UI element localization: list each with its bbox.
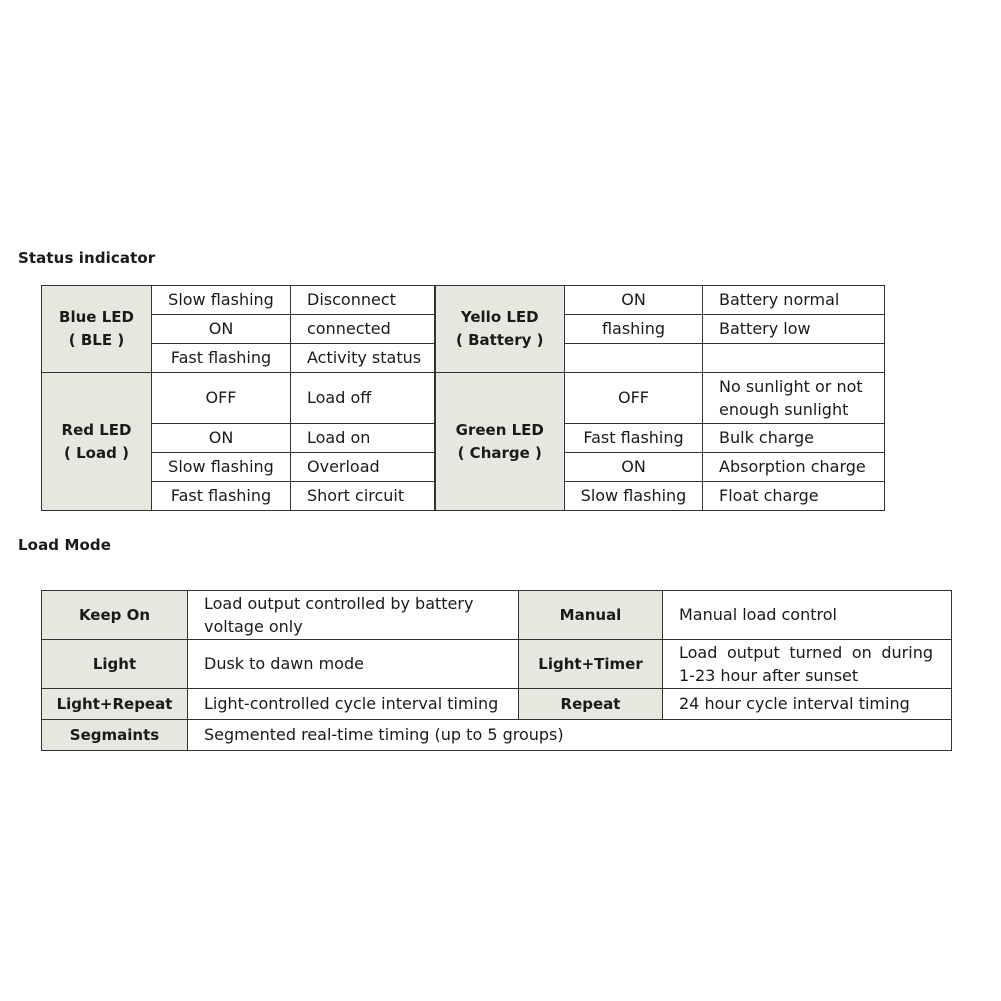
yellow-led-state: flashing xyxy=(565,315,703,344)
segmaints-desc: Segmented real-time timing (up to 5 groups) xyxy=(188,720,952,751)
light-desc: Dusk to dawn mode xyxy=(188,640,519,689)
table-row xyxy=(42,720,952,751)
table-row xyxy=(42,373,885,424)
red-led-meaning: Short circuit xyxy=(291,482,435,511)
light-timer-desc-line1: Load output turned on during xyxy=(679,643,933,662)
manual-label: Manual xyxy=(519,591,663,640)
light-label: Light xyxy=(42,640,188,689)
green-led-meaning: Bulk charge xyxy=(703,424,885,453)
blue-led-state: Fast flashing xyxy=(152,344,291,373)
light-repeat-desc: Light-controlled cycle interval timing xyxy=(188,689,519,720)
blue-led-sub: ( BLE ) xyxy=(68,331,125,349)
green-led-state: ON xyxy=(565,453,703,482)
green-led-state: OFF xyxy=(565,373,703,424)
green-led-state: Slow flashing xyxy=(565,482,703,511)
green-led-name: Green LED xyxy=(455,420,544,439)
red-led-state: ON xyxy=(152,424,291,453)
blue-led-meaning: Activity status xyxy=(291,344,435,373)
yellow-led-state: ON xyxy=(565,286,703,315)
repeat-desc: 24 hour cycle interval timing xyxy=(663,689,952,720)
manual-desc: Manual load control xyxy=(663,591,952,640)
yellow-led-meaning: Battery normal xyxy=(703,286,885,315)
blue-led-state: Slow flashing xyxy=(152,286,291,315)
yellow-led-header xyxy=(435,286,565,373)
green-led-state: Fast flashing xyxy=(565,424,703,453)
yellow-led-sub: ( Battery ) xyxy=(456,331,544,349)
table-row xyxy=(42,689,952,720)
red-led-state: Fast flashing xyxy=(152,482,291,511)
table-row xyxy=(42,286,885,315)
green-led-meaning: Float charge xyxy=(703,482,885,511)
green-led-meaning: Absorption charge xyxy=(703,453,885,482)
keep-on-desc-line2: voltage only xyxy=(204,617,303,636)
red-led-header xyxy=(42,373,152,511)
table-row xyxy=(42,591,952,640)
keep-on-desc-line1: Load output controlled by battery xyxy=(204,594,474,613)
green-led-header xyxy=(435,373,565,511)
blue-led-header xyxy=(42,286,152,373)
red-led-meaning: Overload xyxy=(291,453,435,482)
keep-on-desc xyxy=(188,591,519,640)
yellow-led-meaning: Battery low xyxy=(703,315,885,344)
segmaints-label: Segmaints xyxy=(42,720,188,751)
keep-on-label: Keep On xyxy=(42,591,188,640)
blue-led-meaning: Disconnect xyxy=(291,286,435,315)
red-led-name: Red LED xyxy=(61,420,132,439)
status-indicator-title: Status indicator xyxy=(18,249,156,267)
yellow-led-meaning-empty xyxy=(703,344,885,373)
red-led-state: OFF xyxy=(152,373,291,424)
light-repeat-label: Light+Repeat xyxy=(42,689,188,720)
blue-led-meaning: connected xyxy=(291,315,435,344)
light-timer-desc-line2: 1-23 hour after sunset xyxy=(679,666,859,685)
green-led-meaning-line1: No sunlight or not xyxy=(719,377,863,396)
red-led-meaning: Load off xyxy=(291,373,435,424)
table-row xyxy=(42,640,952,689)
blue-led-name: Blue LED xyxy=(59,308,134,326)
yellow-led-name: Yello LED xyxy=(460,308,539,326)
blue-led-state: ON xyxy=(152,315,291,344)
green-led-sub: ( Charge ) xyxy=(457,443,542,462)
red-led-sub: ( Load ) xyxy=(64,443,129,462)
light-timer-desc xyxy=(663,640,952,689)
red-led-state: Slow flashing xyxy=(152,453,291,482)
green-led-meaning xyxy=(703,373,885,424)
yellow-led-state-empty xyxy=(565,344,703,373)
green-led-meaning-line2: enough sunlight xyxy=(719,400,849,419)
load-mode-title: Load Mode xyxy=(18,536,111,554)
status-indicator-table xyxy=(41,285,885,511)
load-mode-table xyxy=(41,590,952,751)
light-timer-label: Light+Timer xyxy=(519,640,663,689)
red-led-meaning: Load on xyxy=(291,424,435,453)
repeat-label: Repeat xyxy=(519,689,663,720)
